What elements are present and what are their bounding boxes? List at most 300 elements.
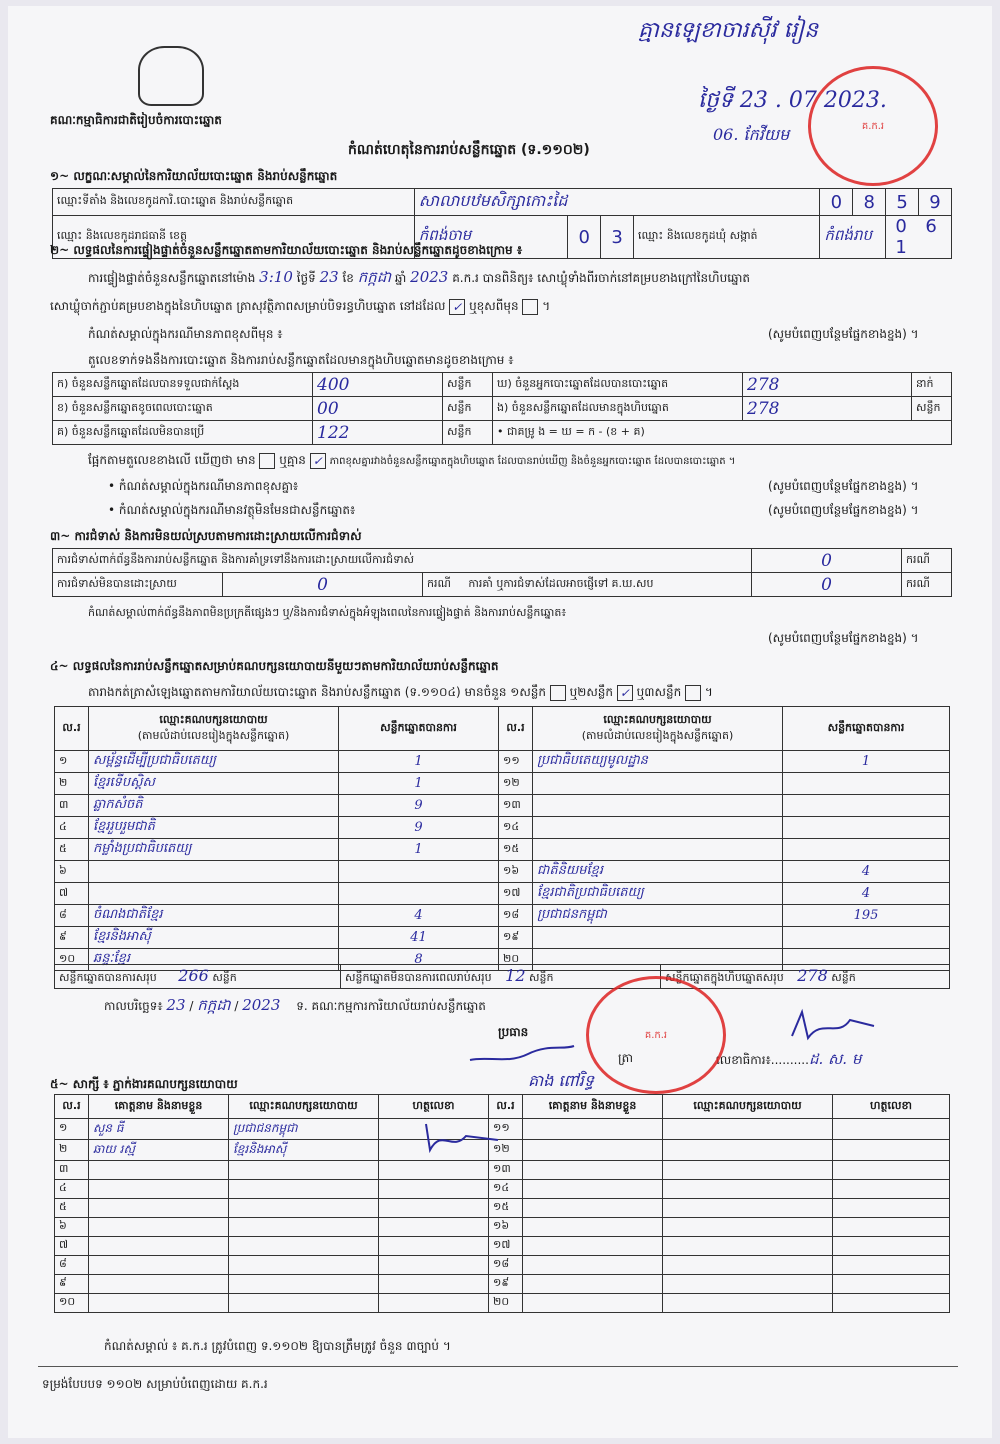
witness-party [663, 1275, 833, 1294]
witness-name [523, 1294, 663, 1313]
party-name [533, 817, 783, 839]
witness-name [89, 1161, 229, 1180]
row-no: ៣ [55, 1161, 89, 1180]
party-name: ឆ្លាកសំចតិ [89, 795, 339, 817]
party-name: ប្រជាធិបតេយ្យមូលដ្ឋាន [533, 751, 783, 773]
witness-signature [833, 1199, 950, 1218]
commune-name: កំពង់រាប [820, 216, 886, 259]
row-no: ១៥ [489, 1199, 523, 1218]
fill-hint: (សូមបំពេញបន្ថែមផ្នែកខាងខ្នង) ។ [768, 503, 919, 517]
witness-name: ឆាយ រស្មី [89, 1140, 229, 1161]
witness-signature [379, 1161, 489, 1180]
appeal-label: ការគាំ ឬការជំទាស់ដែលអាចផ្ញើទៅ គ.ឃ.សប [468, 576, 654, 590]
party-votes: 4 [783, 861, 950, 883]
party-name: កម្លាំងប្រជាធិបតេយ្យ [89, 839, 339, 861]
row-no: ១៤ [489, 1180, 523, 1199]
witness-signature [379, 1294, 489, 1313]
witness-row [55, 1180, 950, 1199]
witness-party [663, 1199, 833, 1218]
party-name: ចំណងជាតិខ្មែរ [89, 905, 339, 927]
witness-signature [833, 1256, 950, 1275]
row-no: ១៦ [489, 1218, 523, 1237]
station-name: សាលាបឋមសិក្សាកោះដៃ [414, 189, 820, 216]
count-unit: សន្លឹក [443, 373, 493, 397]
witness-table [54, 1094, 950, 1313]
witness-name [89, 1256, 229, 1275]
row-no: ៩ [55, 1275, 89, 1294]
form-paper [8, 6, 992, 1438]
witness-signature [833, 1161, 950, 1180]
col-sig: ហត្ថលេខា [833, 1095, 950, 1119]
count-in-box: 278 [743, 397, 912, 421]
total-box-label: សន្លឹកឆ្នោតក្នុងហិបឆ្នោតសរុប [665, 971, 784, 984]
party-name [533, 839, 783, 861]
witness-name [89, 1237, 229, 1256]
witness-row [55, 1119, 950, 1140]
witness-row [55, 1294, 950, 1313]
witness-signature [833, 1218, 950, 1237]
row-no: ១០ [55, 1294, 89, 1313]
para-text: ភាពខុសគ្នារវាងចំនួនសន្លឹកឆ្នោតក្នុងហិបឆ្នោត ដែលបានរាប់ឃើញ និងចំនួនអ្នកបោះឆ្នោត ដែលបានបោះឆ្នោត ។ [329, 456, 736, 467]
row-no: ១៧ [499, 883, 533, 905]
sign-day: 23 [166, 996, 186, 1014]
witness-party [229, 1161, 379, 1180]
total-valid-cell [55, 965, 341, 989]
witness-name [523, 1256, 663, 1275]
row-no: ១៨ [489, 1256, 523, 1275]
para-text: ទ. គណៈកម្មការការិយាល័យរាប់សន្លឹកឆ្នោត [296, 999, 486, 1013]
witness-party [663, 1119, 833, 1140]
count-unit: សន្លឹក [212, 971, 237, 984]
total-invalid-cell [341, 965, 661, 989]
party-votes [783, 927, 950, 949]
objection-label: ការជំទាស់ពាក់ព័ន្ធនឹងការរាប់សន្លឹកឆ្នោត និងការគាំទ្រទៅនឹងការដោះស្រាយលើការជំទាស់ [53, 549, 752, 573]
footer-divider [38, 1366, 958, 1367]
witness-party: ប្រជាជនកម្ពុជា [229, 1119, 379, 1140]
results-row [55, 795, 950, 817]
chair-signature-icon [468, 1038, 578, 1068]
witness-signature [379, 1256, 489, 1275]
witness-name [523, 1218, 663, 1237]
total-box-value: 278 [797, 966, 828, 985]
witness-name [89, 1275, 229, 1294]
count-unit: សន្លឹក [529, 971, 554, 984]
party-name: ជាតិនិយមខ្មែរ [533, 861, 783, 883]
one-sheet-checkbox[interactable] [550, 685, 566, 701]
witness-name [523, 1237, 663, 1256]
col-no: ល.រ [499, 707, 533, 751]
province-label: ឈ្មោះ និងលេខកូដរាជធានី ខេត្ត [53, 216, 415, 259]
station-code-digit: 9 [919, 189, 952, 216]
chair-label: ប្រធាន [498, 1025, 529, 1039]
top-note: គ្មានឡេខាចារស៊ីវ រៀន [638, 18, 819, 43]
witness-name [523, 1180, 663, 1199]
party-votes: 1 [339, 839, 499, 861]
count-label: គ) ចំនួនសន្លឹកឆ្នោតដែលមិនបានប្រើ [53, 421, 313, 445]
case-unit: ករណី [902, 549, 952, 573]
row-no: ១៣ [499, 795, 533, 817]
results-row [55, 883, 950, 905]
commune-code-cell [886, 216, 952, 259]
note-line: កំណត់សម្គាល់ក្នុងករណីមានភាពខុសពីមុន ៖ [88, 327, 283, 341]
section4-intro: តារាងកត់ត្រាសំឡេងឆ្នោតតាមការិយាល័យបោះឆ្នោត និងរាប់សន្លឹកឆ្នោត (ទ.១១០៤) មានចំនួន ១សន្លឹក ឬ២សន្លឹក ✓ ឬ៣សន្លឹក ។ [88, 685, 713, 700]
para-text: ថ្ងៃទី [296, 271, 316, 285]
count-unit: សន្លឹក [443, 397, 493, 421]
appeal-count: 0 [752, 573, 902, 597]
section1-title: ១~ លក្ខណៈសម្គាល់នៃការិយាល័យបោះឆ្នោត និងរាប់សន្លឹកឆ្នោត [50, 169, 338, 183]
col-party-sub: (តាមលំដាប់លេខរៀងក្នុងសន្លឹកឆ្នោត) [581, 728, 734, 742]
form-title: កំណត់ហេតុនៃការរាប់សន្លឹកឆ្នោត (ទ.១១០២) [348, 142, 590, 158]
row-no: ៦ [55, 861, 89, 883]
station-code-digit: 5 [886, 189, 919, 216]
results-row [55, 773, 950, 795]
total-invalid-label: សន្លឹកឆ្នោតមិនបានការពេលរាប់សរុប [345, 971, 492, 984]
col-no: ល.រ [55, 1095, 89, 1119]
col-party [533, 707, 783, 751]
col-name: គោត្តនាម និងនាមខ្លួន [89, 1095, 229, 1119]
row-no: ១៥ [499, 839, 533, 861]
check-day: 23 [319, 268, 339, 286]
different-checkbox[interactable] [522, 299, 538, 315]
totals-table [54, 964, 950, 989]
party-name: ប្រជាជនកម្ពុជា [533, 905, 783, 927]
row-no: ៩ [55, 927, 89, 949]
witness-signature [833, 1140, 950, 1161]
witness-name [89, 1180, 229, 1199]
col-party [89, 707, 339, 751]
party-name [533, 927, 783, 949]
row-no: ១៧ [489, 1237, 523, 1256]
witness-party [663, 1180, 833, 1199]
party-name [533, 773, 783, 795]
witness-party [229, 1180, 379, 1199]
row-no: ៨ [55, 1256, 89, 1275]
party-votes [339, 883, 499, 905]
witness-party [663, 1161, 833, 1180]
count-received: 400 [313, 373, 443, 397]
results-row [55, 817, 950, 839]
party-name [89, 861, 339, 883]
witness-name [89, 1294, 229, 1313]
two-sheet-checkbox[interactable]: ✓ [617, 685, 633, 701]
party-votes: 1 [339, 751, 499, 773]
case-unit: ករណី [427, 576, 451, 590]
date-line: កាលបរិច្ឆេទ៖ 23 / កក្កដា / 2023 ទ. គណៈកម្មការការិយាល័យរាប់សន្លឹកឆ្នោត [104, 996, 486, 1014]
section5-footnote: កំណត់សម្គាល់ ៖ គ.ក.រ ត្រូវបំពេញ ទ.១១០២ ឱ្យបានត្រឹមត្រូវ ចំនួន ៣ច្បាប់ ។ [104, 1339, 451, 1353]
party-name: ខ្មែរទើបស្តិស [89, 773, 339, 795]
witness-party [229, 1218, 379, 1237]
party-votes [783, 795, 950, 817]
witness-name [89, 1218, 229, 1237]
para-text: ខែ [342, 271, 354, 285]
row-no: ៤ [55, 817, 89, 839]
witness-name [523, 1140, 663, 1161]
station-label: ឈ្មោះទីតាំង និងលេខកូដការិ.បោះឆ្នោត និងរាប់សន្លឹកឆ្នោត [53, 189, 415, 216]
party-votes: 1 [783, 751, 950, 773]
col-party-sub: (តាមលំដាប់លេខរៀងក្នុងសន្លឹកឆ្នោត) [137, 728, 290, 742]
witness-signature [379, 1180, 489, 1199]
row-no: ២ [55, 773, 89, 795]
row-no: ១ [55, 1119, 89, 1140]
bullet1: • កំណត់សម្គាល់ក្នុងករណីមានភាពខុសគ្នា៖ [108, 479, 299, 493]
row-no: ៦ [55, 1218, 89, 1237]
count-unit: សន្លឹក [912, 397, 952, 421]
same-checkbox[interactable]: ✓ [449, 299, 465, 315]
date-note: ថ្ងៃទី 23 . 07 2023. [698, 88, 887, 113]
case-cell [423, 573, 752, 597]
bullet2: • កំណត់សម្គាល់ក្នុងករណីមានវត្ថុមិនមែនជាសន្លឹកឆ្នោត៖ [108, 503, 356, 517]
witness-party [229, 1256, 379, 1275]
row-no: ១១ [499, 751, 533, 773]
commune-label: ឈ្មោះ និងលេខកូដឃុំ សង្កាត់ [634, 216, 820, 259]
row-no: ៨ [55, 905, 89, 927]
party-name: ខ្មែររួបរួមជាតិ [89, 817, 339, 839]
secretary-label: លេខាធិការ៖..........ដ. ស. ម [716, 1050, 862, 1068]
witness-party: ខ្មែរនិងអាស៊ី [229, 1140, 379, 1161]
witness-row [55, 1237, 950, 1256]
check-line [88, 452, 968, 470]
total-invalid-value: 12 [505, 966, 526, 985]
section2-para1 [88, 268, 968, 290]
count-label: ឃ) ចំនួនអ្នកបោះឆ្នោតដែលបានបោះឆ្នោត [493, 373, 743, 397]
count-voted: 278 [743, 373, 912, 397]
section4-title: ៤~ លទ្ធផលនៃការរាប់សន្លឹកឆ្នោតសម្រាប់គណបក្សនយោបាយនីមួយៗតាមការិយាល័យរាប់សន្លឹកឆ្នោត [50, 659, 499, 673]
witness-party [229, 1275, 379, 1294]
count-label: ក) ចំនួនសន្លឹកឆ្នោតដែលបានទទួលជាក់ស្តែង [53, 373, 313, 397]
row-no: ២០ [489, 1294, 523, 1313]
party-name: ខ្មែរនិងអាស៊ី [89, 927, 339, 949]
witness-signature [833, 1119, 950, 1140]
witness-signature [833, 1294, 950, 1313]
row-no: ១២ [489, 1140, 523, 1161]
col-party: ឈ្មោះគណបក្សនយោបាយ [229, 1095, 379, 1119]
witness-party [663, 1237, 833, 1256]
row-no: ១៤ [499, 817, 533, 839]
para-text: ឆ្នាំ [394, 271, 407, 285]
witness-body [55, 1119, 950, 1313]
section3-table [52, 548, 952, 597]
sign-year: 2023 [242, 996, 281, 1014]
col-party-label: ឈ្មោះគណបក្សនយោបាយ [159, 712, 268, 726]
has-difference-checkbox[interactable] [259, 453, 275, 469]
total-box-cell [661, 965, 950, 989]
party-votes: 41 [339, 927, 499, 949]
para-text: កាលបរិច្ឆេទ៖ [104, 999, 163, 1013]
total-valid-label: សន្លឹកឆ្នោតបានការសរុប [59, 971, 157, 984]
witness-row [55, 1275, 950, 1294]
row-no: ៥ [55, 1199, 89, 1218]
col-no: ល.រ [55, 707, 89, 751]
results-row [55, 861, 950, 883]
witness-party [229, 1294, 379, 1313]
party-votes: 4 [339, 905, 499, 927]
results-row [55, 905, 950, 927]
sign-month: កក្កដា [197, 996, 231, 1014]
row-no: ១១ [489, 1119, 523, 1140]
party-votes: 9 [339, 795, 499, 817]
case-unit: ករណី [902, 573, 952, 597]
row-no: ១៦ [499, 861, 533, 883]
party-name [533, 795, 783, 817]
counts-intro: តួលេខទាក់ទងនឹងការបោះឆ្នោត និងការរាប់សន្លឹកឆ្នោតដែលមានក្នុងហិបឆ្នោតមានដូចខាងក្រោម ៖ [88, 353, 514, 367]
witness-signature [833, 1237, 950, 1256]
para-text: ឬគ្មាន [279, 453, 306, 467]
witness-signature [379, 1237, 489, 1256]
results-row [55, 751, 950, 773]
count-formula: • ជាគម្រូ ង = ឃ = ក - (ខ + គ) [493, 421, 952, 445]
row-no: ២០ [499, 949, 533, 971]
results-table [54, 706, 950, 971]
witness-row [55, 1140, 950, 1161]
province-code-digit: 3 [601, 216, 634, 259]
row-no: ៣ [55, 795, 89, 817]
col-no: ល.រ [489, 1095, 523, 1119]
col-party: ឈ្មោះគណបក្សនយោបាយ [663, 1095, 833, 1119]
unresolved-count: 0 [223, 573, 423, 597]
witness-party [663, 1256, 833, 1275]
committee-name: គណៈកម្មាធិការជាតិរៀបចំការបោះឆ្នោត [50, 113, 222, 127]
party-votes [783, 817, 950, 839]
party-votes: 8 [339, 949, 499, 971]
row-no: ១៨ [499, 905, 533, 927]
total-valid-value: 266 [178, 966, 209, 985]
party-name: សម្ព័ន្ធដើម្បីប្រជាធិបតេយ្យ [89, 751, 339, 773]
col-name: គោត្តនាម និងនាមខ្លួន [523, 1095, 663, 1119]
witness-row [55, 1161, 950, 1180]
col-votes: សន្លឹកឆ្នោតបានការ [783, 707, 950, 751]
footer-text: ទម្រង់បែបបទ ១១០២ សម្រាប់បំពេញដោយ គ.ក.រ [42, 1377, 268, 1391]
para-text: ការផ្ទៀងផ្ទាត់ចំនួនសន្លឹកឆ្នោតនៅម៉ោង [88, 271, 256, 285]
col-sig: ហត្ថលេខា [379, 1095, 489, 1119]
witness-signature-icon [422, 1118, 502, 1158]
witness-name [523, 1275, 663, 1294]
witness-name: សួន ធី [89, 1119, 229, 1140]
nec-logo-icon [138, 46, 204, 106]
commune-code-digit: 1 [895, 237, 907, 258]
section2-title: ២~ លទ្ធផលនៃការផ្ទៀងផ្ទាត់ចំនួនសន្លឹកឆ្នោតតាមការិយាល័យបោះឆ្នោត និងរាប់សន្លឹកឆ្នោតដូចខាងក្រោម ៖ [50, 243, 523, 257]
para-text: សោឃ្លុំចាក់ភ្ជាប់គម្របខាងក្នុងនៃហិបឆ្នោត ត្រាសុវត្ថិភាពសម្រាប់បិទរន្ធហិបឆ្នោត នៅដដែល [50, 299, 446, 313]
commune-code-digit: 0 [895, 216, 907, 237]
chair-name: គាង ពៅរិទ្ធ [528, 1071, 595, 1090]
section5-title: ៥~ សាក្សី ៖ ភ្នាក់ងារគណបក្សនយោបាយ [50, 1077, 238, 1091]
row-no: ២ [55, 1140, 89, 1161]
secretary-signature: ដ. ស. ម [808, 1050, 862, 1068]
secretary-signature-icon [788, 1008, 878, 1044]
col-votes: សន្លឹកឆ្នោតបានការ [339, 707, 499, 751]
results-body [55, 751, 950, 971]
province-code-digit: 0 [568, 216, 601, 259]
para-text: ឬខុសពីមុន [469, 299, 519, 313]
check-year: 2023 [410, 268, 449, 286]
station-code-digit: 8 [853, 189, 886, 216]
witness-signature [833, 1275, 950, 1294]
fill-hint: (សូមបំពេញបន្ថែមផ្នែកខាងខ្នង) ។ [768, 479, 919, 493]
province-name: កំពង់ចាម [414, 216, 567, 259]
count-unused: 122 [313, 421, 443, 445]
party-votes [339, 861, 499, 883]
row-no: ១០ [55, 949, 89, 971]
para-text: ផ្អែកតាមតួលេខខាងលើ ឃើញថា មាន [88, 453, 256, 467]
commune-code-digit: 6 [925, 216, 937, 237]
results-row [55, 927, 950, 949]
para-text: ឬ៣សន្លឹក [636, 685, 682, 699]
witness-signature [379, 1218, 489, 1237]
witness-signature [833, 1180, 950, 1199]
party-name: ខ្មែរជាតិប្រជាធិបតេយ្យ [533, 883, 783, 905]
row-no: ៧ [55, 1237, 89, 1256]
witness-name [89, 1199, 229, 1218]
objection-count: 0 [752, 549, 902, 573]
unresolved-label: ការជំទាស់មិនបានដោះស្រាយ [53, 573, 223, 597]
station-code-digit: 0 [820, 189, 853, 216]
para-text: ឬ២សន្លឹក [569, 685, 614, 699]
row-no: ១៩ [489, 1275, 523, 1294]
official-stamp-top: គ.ក.រ [808, 66, 938, 186]
results-row [55, 839, 950, 861]
witness-party [229, 1237, 379, 1256]
stamp-label: ត្រា [618, 1051, 633, 1065]
row-no: ១២ [499, 773, 533, 795]
party-votes [783, 773, 950, 795]
witness-name [523, 1199, 663, 1218]
section2-para2: សោឃ្លុំចាក់ភ្ជាប់គម្របខាងក្នុងនៃហិបឆ្នោត ត្រាសុវត្ថិភាពសម្រាប់បិទរន្ធហិបឆ្នោត នៅដដែល ✓ ឬខុសពីមុន ។ [50, 299, 551, 314]
col-party-label: ឈ្មោះគណបក្សនយោបាយ [603, 712, 712, 726]
section3-note: កំណត់សម្គាល់ពាក់ព័ន្ធនឹងភាពមិនប្រក្រតីផ្សេងៗ ឬ/និងការជំទាស់ក្នុងអំឡុងពេលនៃការផ្ទៀងផ្ទាត់ និងការរាប់សន្លឹកឆ្នោត៖ [88, 606, 567, 619]
row-no: ១៣ [489, 1161, 523, 1180]
check-month: កក្កដា [357, 268, 392, 286]
witness-party [663, 1140, 833, 1161]
check-time: 3:10 [259, 268, 293, 286]
row-no: ៧ [55, 883, 89, 905]
witness-row [55, 1199, 950, 1218]
section3-title: ៣~ ការជំទាស់ និងការមិនយល់ស្របតាមការដោះស្រាយលើការជំទាស់ [50, 529, 362, 543]
party-votes: 1 [339, 773, 499, 795]
party-name [89, 883, 339, 905]
official-stamp-bottom: គ.ក.រ [586, 976, 726, 1094]
row-no: ១ [55, 751, 89, 773]
witness-row [55, 1256, 950, 1275]
count-spoiled: 00 [313, 397, 443, 421]
witness-party [663, 1218, 833, 1237]
count-unit: សន្លឹក [831, 971, 856, 984]
witness-party [229, 1199, 379, 1218]
witness-signature [379, 1275, 489, 1294]
witness-party [663, 1294, 833, 1313]
row-no: ១៩ [499, 927, 533, 949]
count-unit: នាក់ [912, 373, 952, 397]
para-text: តារាងកត់ត្រាសំឡេងឆ្នោតតាមការិយាល័យបោះឆ្នោត និងរាប់សន្លឹកឆ្នោត (ទ.១១០៤) មានចំនួន ១សន្លឹក [88, 685, 546, 699]
row-no: ៤ [55, 1180, 89, 1199]
no-difference-checkbox[interactable]: ✓ [310, 453, 326, 469]
para-text: គ.ក.រ បានពិនិត្យ៖ សោឃ្លុំទាំងពីរចាក់នៅគម្របខាងក្រៅនៃហិបឆ្នោត [452, 271, 751, 285]
secretary-text: លេខាធិការ [716, 1053, 766, 1067]
party-votes [783, 839, 950, 861]
count-unit: សន្លឹក [443, 421, 493, 445]
counts-table [52, 372, 952, 445]
fill-hint: (សូមបំពេញបន្ថែមផ្នែកខាងខ្នង) ។ [768, 631, 919, 645]
witness-name [523, 1119, 663, 1140]
row-no: ៥ [55, 839, 89, 861]
count-label: ង) ចំនួនសន្លឹកឆ្នោតដែលមានក្នុងហិបឆ្នោត [493, 397, 743, 421]
party-votes: 195 [783, 905, 950, 927]
witness-signature [379, 1199, 489, 1218]
witness-row [55, 1218, 950, 1237]
party-votes: 9 [339, 817, 499, 839]
time-note: 06. កែវីយម [713, 125, 790, 144]
three-sheet-checkbox[interactable] [685, 685, 701, 701]
count-label: ខ) ចំនួនសន្លឹកឆ្នោតខូចពេលបោះឆ្នោត [53, 397, 313, 421]
fill-hint: (សូមបំពេញបន្ថែមផ្នែកខាងខ្នង) ។ [768, 327, 919, 341]
